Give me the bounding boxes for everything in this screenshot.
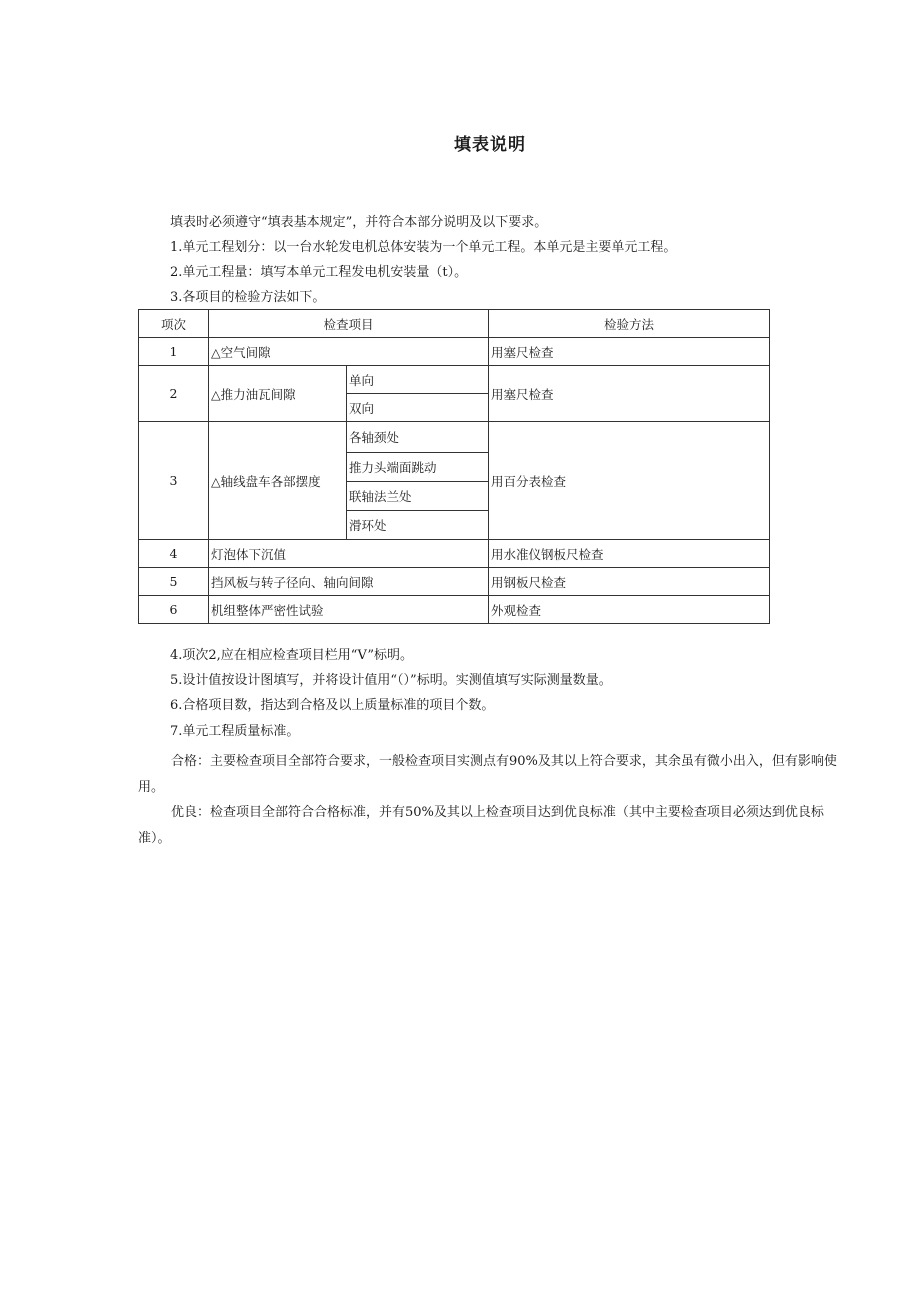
- row-subitem: 单向: [347, 366, 489, 394]
- item-5-text: 5.设计值按设计图填写，并将设计值用“（）”标明。实测值填写实际测量数量。: [170, 673, 612, 688]
- row-method: 用塞尺检查: [489, 366, 770, 422]
- item-1-text: 1.单元工程划分：以一台水轮发电机总体安装为一个单元工程。本单元是主要单元工程。: [170, 240, 677, 255]
- table-row: [139, 568, 770, 596]
- item-7-text: 7.单元工程质量标准。: [170, 724, 300, 739]
- row-method: 用百分表检查: [489, 422, 770, 540]
- header-method: 检验方法: [489, 310, 770, 338]
- row-no: 6: [139, 596, 209, 624]
- header-no: 项次: [139, 310, 209, 338]
- row-no: 5: [139, 568, 209, 596]
- row-item: 挡风板与转子径向、轴向间隙: [209, 568, 489, 596]
- row-item: △轴线盘车各部摆度: [209, 422, 347, 540]
- table-row: [139, 366, 770, 394]
- table-row: [139, 338, 770, 366]
- row-method: 用塞尺检查: [489, 338, 770, 366]
- row-item: △空气间隙: [209, 338, 489, 366]
- row-subitem: 各轴颈处: [347, 422, 489, 453]
- row-subitem: 推力头端面跳动: [347, 453, 489, 482]
- row-no: 1: [139, 338, 209, 366]
- row-subitem: 滑环处: [347, 511, 489, 540]
- item-2-text: 2.单元工程量：填写本单元工程发电机安装量（t）。: [170, 265, 468, 280]
- excellent-standard-text: 优良：检查项目全部符合合格标准，并有50%及其以上检查项目达到优良标准（其中主要检查项目必须达到优良标准）。: [138, 805, 824, 846]
- row-item: △推力油瓦间隙: [209, 366, 347, 422]
- table-header-row: [139, 310, 770, 338]
- table-row: [139, 540, 770, 568]
- row-method: 外观检查: [489, 596, 770, 624]
- item-6-text: 6.合格项目数，指达到合格及以上质量标准的项目个数。: [170, 698, 495, 713]
- row-no: 2: [139, 366, 209, 422]
- item-4-text: 4.项次2,应在相应检查项目栏用“V”标明。: [170, 648, 413, 663]
- header-item: 检查项目: [209, 310, 489, 338]
- row-no: 4: [139, 540, 209, 568]
- item-3-text: 3.各项目的检验方法如下。: [170, 290, 326, 305]
- row-method: 用钢板尺检查: [489, 568, 770, 596]
- row-subitem: 联轴法兰处: [347, 482, 489, 511]
- table-row: [139, 596, 770, 624]
- intro-text: 填表时必须遵守“填表基本规定”，并符合本部分说明及以下要求。: [170, 215, 548, 230]
- row-no: 3: [139, 422, 209, 540]
- row-method: 用水准仪钢板尺检查: [489, 540, 770, 568]
- inspection-table: [138, 309, 770, 624]
- row-subitem: 双向: [347, 394, 489, 422]
- pass-standard-text: 合格：主要检查项目全部符合要求，一般检查项目实测点有90%及其以上符合要求，其余虽有微小出入，但有影响使用。: [138, 754, 837, 795]
- table-row: [139, 422, 770, 453]
- page-title: 填表说明: [454, 135, 526, 155]
- row-item: 机组整体严密性试验: [209, 596, 489, 624]
- row-item: 灯泡体下沉值: [209, 540, 489, 568]
